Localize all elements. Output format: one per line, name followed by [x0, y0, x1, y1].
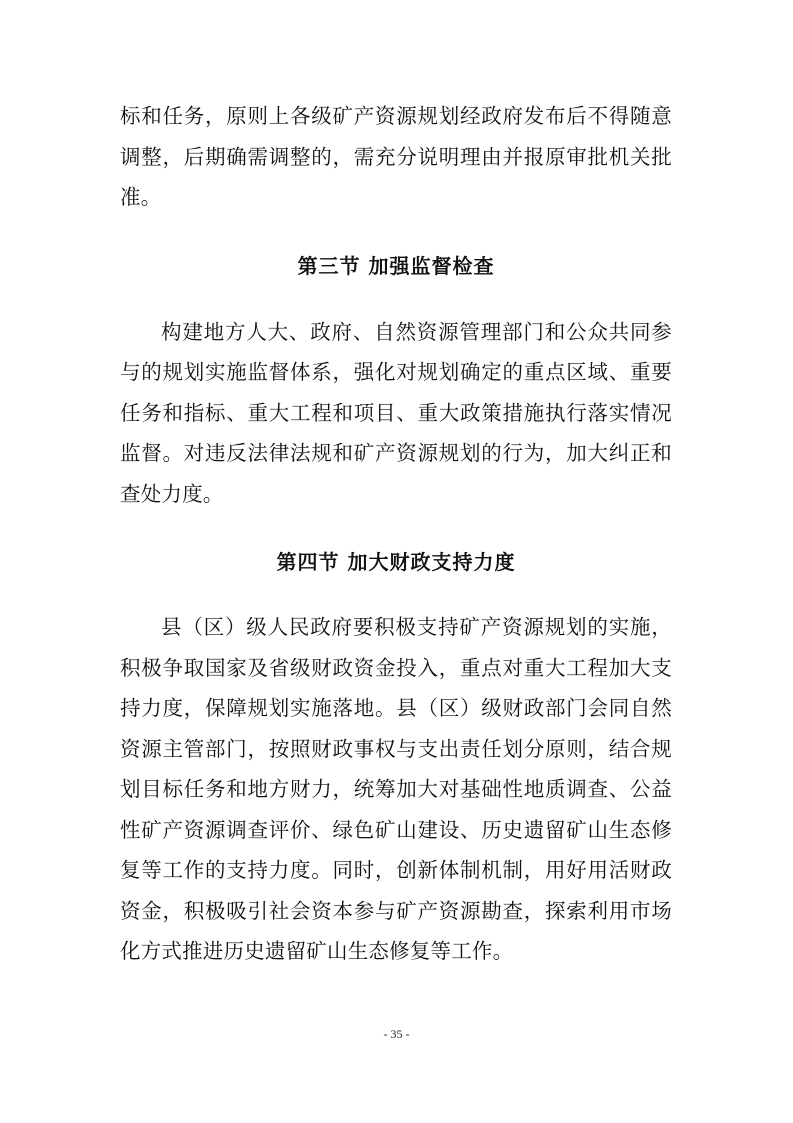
section-heading-4: 第四节 加大财政支持力度: [276, 550, 516, 574]
paragraph-supervision: 构建地方人大、政府、自然资源管理部门和公众共同参与的规划实施监督体系，强化对规划确定的重点区域、重要任务和指标、重大工程和项目、重大政策措施执行落实情况监督。对违反法律法规和矿产资源规划的行为，加大纠正和查处力度。: [120, 319, 672, 506]
section-heading-3: 第三节 加强监督检查: [297, 253, 495, 278]
paragraph-finance: 县（区）级人民政府要积极支持矿产资源规划的实施，积极争取国家及省级财政资金投入，重点对重大工程加大支持力度，保障规划实施落地。县（区）级财政部门会同自然资源主管部门，按照财政事权与支出责任划分原则，结合规划目标任务和地方财力，统筹加大对基础性地质调查、公益性矿产资源调查评价、绿色矿山建设、历史遗留矿山生态修复等工作的支持力度。同时，创新体制机制，用好用活财政资金，积极吸引社会资本参与矿产资源勘查，探索利用市场化方式推进历史遗留矿山生态修复等工作。: [120, 615, 672, 963]
page-number: - 35 -: [383, 1027, 410, 1041]
page-content: [120, 96, 672, 972]
paragraph-continuation: 标和任务，原则上各级矿产资源规划经政府发布后不得随意调整，后期确需调整的，需充分说明理由并报原审批机关批准。: [120, 104, 672, 209]
